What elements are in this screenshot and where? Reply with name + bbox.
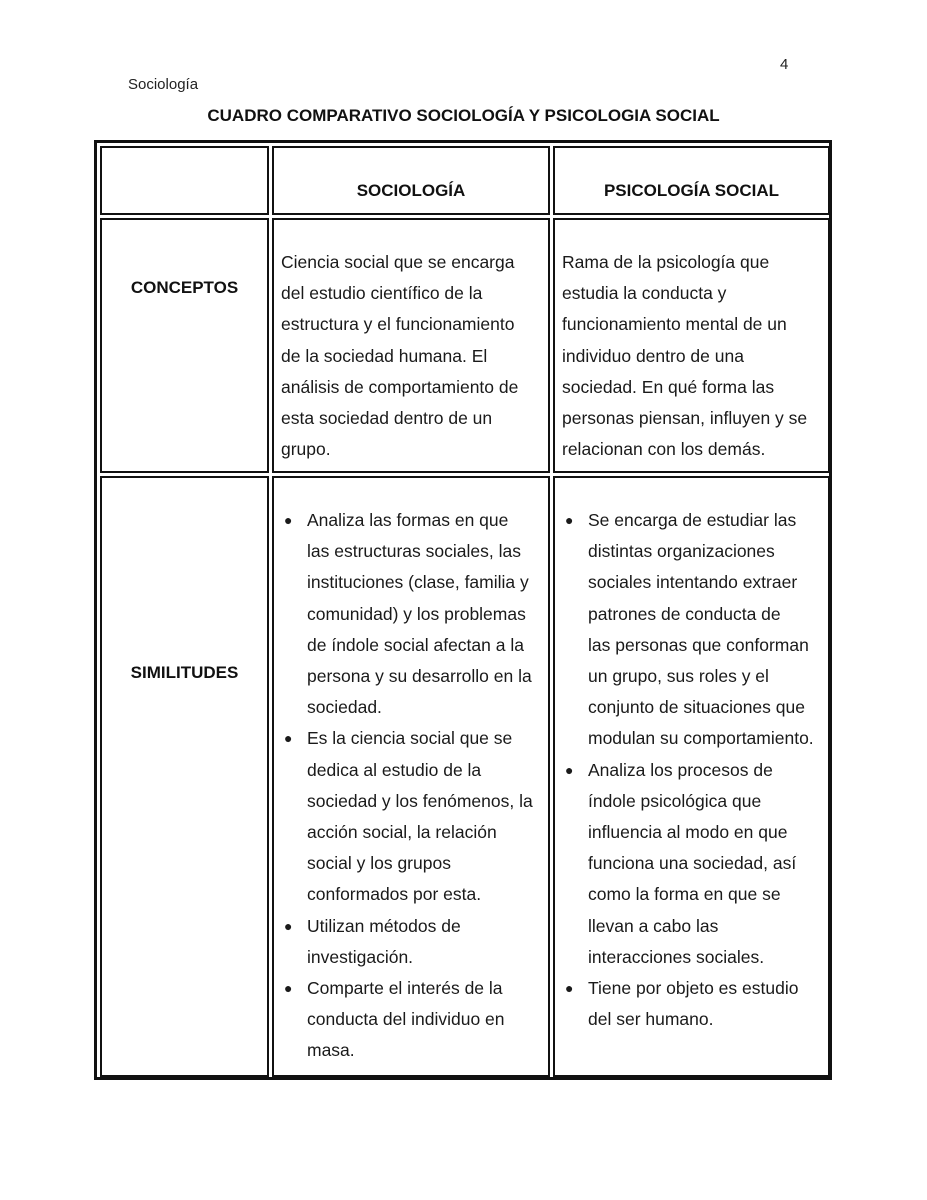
bullet-text-line: conformados por esta.	[307, 884, 482, 905]
bullet-text-line: sociedad.	[307, 697, 382, 718]
bullet-text-line: Tiene por objeto es estudio	[588, 978, 799, 999]
conceptos-psicologia-cell	[553, 218, 830, 473]
bullet-text-line: comunidad) y los problemas	[307, 603, 526, 624]
text-line: personas piensan, influyen y se	[562, 408, 808, 429]
bullet-item	[274, 505, 546, 723]
bullet-text-line: dedica al estudio de la	[307, 759, 482, 780]
text-line: Rama de la psicología que	[562, 252, 770, 272]
similitudes-psicologia-list	[555, 505, 826, 1035]
text-line: análisis de comportamiento de	[281, 376, 519, 397]
bullet-text-line: persona y su desarrollo en la	[307, 666, 532, 687]
row-label-cell-similitudes	[100, 476, 269, 1077]
bullet-item	[274, 973, 546, 1067]
running-header: Sociología	[128, 76, 199, 93]
bullet-text-line: social y los grupos	[307, 853, 451, 874]
bullet-icon: ●	[565, 512, 574, 528]
bullet-item	[555, 755, 826, 973]
bullet-text-line: conjunto de situaciones que	[588, 697, 805, 718]
text-line: de la sociedad humana. El	[281, 345, 488, 366]
bullet-text-line: Analiza los procesos de	[588, 759, 773, 780]
comparison-table	[94, 140, 832, 1080]
text-line: esta sociedad dentro de un	[281, 408, 493, 429]
bullet-icon: ●	[284, 730, 293, 747]
similitudes-psicologia-cell	[553, 476, 830, 1077]
text-line: grupo.	[281, 439, 331, 460]
bullet-text-line: conducta del individuo en	[307, 1009, 505, 1030]
column-heading-psicologia-social: PSICOLOGÍA SOCIAL	[603, 181, 780, 200]
bullet-text-line: masa.	[307, 1040, 355, 1061]
bullet-item	[274, 911, 546, 973]
bullet-text-line: sociedad y los fenómenos, la	[307, 790, 533, 811]
page-number: 4	[780, 56, 789, 73]
row-label-conceptos: CONCEPTOS	[130, 278, 239, 297]
bullet-text-line: patrones de conducta de	[588, 603, 781, 624]
bullet-text-line: como la forma en que se	[588, 884, 781, 905]
bullet-icon: ●	[284, 512, 293, 528]
bullet-text-line: un grupo, sus roles y el	[588, 666, 769, 687]
bullet-text-line: funciona una sociedad, así	[588, 853, 797, 874]
bullet-text-line: interacciones sociales.	[588, 946, 765, 967]
text-line: estructura y el funcionamiento	[281, 314, 515, 335]
bullet-text-line: las personas que conforman	[588, 634, 809, 655]
column-heading-sociologia: SOCIOLOGÍA	[356, 181, 466, 200]
conceptos-sociologia-cell	[272, 218, 550, 473]
bullet-text-line: Se encarga de estudiar las	[588, 510, 797, 530]
bullet-text-line: distintas organizaciones	[588, 541, 775, 562]
header-cell-sociologia	[272, 146, 550, 215]
bullet-text-line: influencia al modo en que	[588, 822, 788, 843]
bullet-text-line: las estructuras sociales, las	[307, 541, 521, 562]
bullet-text-line: modulan su comportamiento.	[588, 728, 814, 749]
conceptos-psicologia-text	[562, 247, 824, 465]
bullet-text-line: del ser humano.	[588, 1009, 714, 1030]
bullet-icon: ●	[284, 917, 293, 934]
bullet-text-line: investigación.	[307, 946, 414, 967]
row-label-cell-conceptos	[100, 218, 269, 473]
similitudes-sociologia-list	[274, 505, 546, 1067]
bullet-text-line: Utilizan métodos de	[307, 915, 461, 936]
text-line: relacionan con los demás.	[562, 439, 766, 460]
bullet-text-line: instituciones (clase, familia y	[307, 572, 529, 593]
bullet-item	[555, 973, 826, 1035]
text-line: funcionamiento mental de un	[562, 314, 787, 335]
bullet-item	[274, 723, 546, 910]
text-line: del estudio científico de la	[281, 283, 483, 304]
bullet-text-line: de índole social afectan a la	[307, 634, 524, 655]
bullet-icon: ●	[565, 761, 574, 778]
bullet-text-line: sociales intentando extraer	[588, 572, 798, 593]
bullet-icon: ●	[284, 980, 293, 997]
bullet-text-line: acción social, la relación	[307, 822, 497, 843]
conceptos-sociologia-text	[281, 247, 544, 465]
bullet-text-line: índole psicológica que	[588, 790, 762, 811]
header-cell-psicologia	[553, 146, 830, 215]
text-line: estudia la conducta y	[562, 283, 727, 304]
bullet-text-line: Comparte el interés de la	[307, 978, 503, 999]
text-line: Ciencia social que se encarga	[281, 252, 515, 272]
bullet-item	[555, 505, 826, 755]
text-line: individuo dentro de una	[562, 345, 744, 366]
bullet-text-line: llevan a cabo las	[588, 915, 719, 936]
bullet-icon: ●	[565, 980, 574, 997]
text-line: sociedad. En qué forma las	[562, 376, 775, 397]
document-title: CUADRO COMPARATIVO SOCIOLOGÍA Y PSICOLOGIA SOCIAL	[207, 106, 720, 125]
row-label-similitudes: SIMILITUDES	[130, 663, 239, 682]
similitudes-sociologia-cell	[272, 476, 550, 1077]
bullet-text-line: Analiza las formas en que	[307, 510, 509, 530]
bullet-text-line: Es la ciencia social que se	[307, 728, 513, 749]
header-empty-cell	[100, 146, 269, 215]
